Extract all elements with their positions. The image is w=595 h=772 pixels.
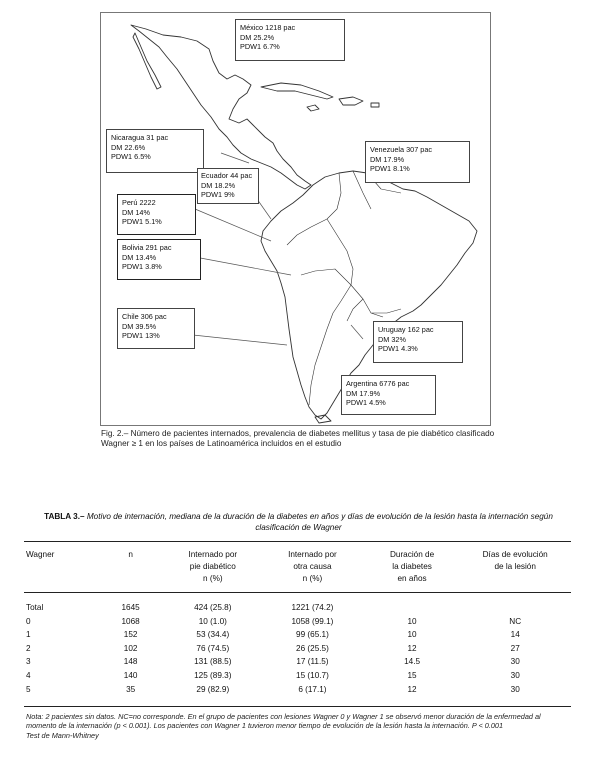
cell-wagner: 5 — [26, 684, 31, 694]
cell-n: 1645 — [121, 603, 140, 612]
col-header-dias: Días de evolución de la lesión — [482, 550, 548, 571]
jamaica-outline — [307, 105, 319, 111]
table-row — [24, 642, 571, 656]
callout-country: México 1218 pac — [240, 23, 296, 32]
callout-country: Nicaragua 31 pac — [111, 133, 169, 142]
col-header-pie: Internado por pie diabético n (%) — [188, 550, 238, 583]
cell-wagner: 3 — [26, 657, 31, 667]
callout-venezuela — [365, 141, 470, 183]
callout-pdw: PDW1 8.1% — [370, 164, 410, 174]
table-title-text: Motivo de internación, mediana de la duración de la diabetes en años y días de evolución de la lesión hasta la internación según clasificación de Wagner — [86, 512, 553, 532]
table-top-rule — [24, 541, 571, 542]
cell-pie: 125 (89.3) — [194, 670, 232, 680]
cell-duracion: 12 — [407, 643, 417, 653]
cell-dias: 30 — [510, 657, 520, 667]
cell-pie: 76 (74.5) — [196, 643, 230, 653]
callout-dm: DM 32% — [378, 334, 406, 344]
cell-pie: 131 (88.5) — [194, 657, 232, 667]
table-header-row — [24, 544, 571, 593]
cell-duracion — [365, 601, 460, 615]
callout-country: Bolivia 291 pac — [122, 243, 172, 252]
table-row — [24, 655, 571, 669]
callout-pdw: PDW1 6.7% — [240, 42, 280, 52]
cell-wagner: Total — [26, 603, 44, 612]
cell-otra: 1221 (74.2) — [291, 603, 334, 612]
cell-pie: 53 (34.4) — [196, 630, 230, 640]
cell-dias: 14 — [510, 630, 520, 640]
callout-dm: DM 25.2% — [240, 32, 275, 42]
callout-pdw: PDW1 3.8% — [122, 262, 162, 272]
callout-peru — [117, 194, 196, 235]
callout-nicaragua — [106, 129, 204, 173]
cell-otra: 99 (65.1) — [296, 630, 329, 640]
cell-duracion: 12 — [407, 684, 417, 694]
table-row — [24, 601, 571, 615]
table-row — [24, 669, 571, 683]
cell-duracion: 15 — [407, 670, 417, 680]
callout-dm: DM 22.6% — [111, 142, 146, 152]
cell-dias: 30 — [510, 670, 520, 680]
figure-caption: Fig. 2.– Número de pacientes internados, prevalencia de diabetes mellitus y tasa de pie diabético clasificado Wagner ≥ 1 en los países de Latinoamérica incluidos en el estudio — [101, 429, 495, 449]
cell-dias: NC — [509, 616, 522, 626]
cell-wagner: 0 — [26, 616, 31, 626]
callout-dm: DM 18.2% — [201, 180, 236, 190]
callout-pdw: PDW1 13% — [122, 331, 160, 341]
table-row — [24, 683, 571, 697]
cell-pie: 424 (25.8) — [194, 603, 232, 612]
callout-uruguay — [373, 321, 463, 363]
callout-dm: DM 14% — [122, 207, 150, 217]
callout-dm: DM 17.9% — [346, 388, 381, 398]
table-row — [24, 615, 571, 629]
callout-pdw: PDW1 5.1% — [122, 217, 162, 227]
cell-otra: 15 (10.7) — [296, 670, 329, 680]
callout-country: Argentina 6776 pac — [346, 379, 410, 388]
cell-pie: 10 (1.0) — [198, 616, 227, 626]
callout-ecuador — [197, 168, 259, 204]
map-figure — [100, 12, 491, 426]
callout-dm: DM 39.5% — [122, 321, 157, 331]
callout-chile — [117, 308, 195, 349]
callout-country: Uruguay 162 pac — [378, 325, 434, 334]
cell-dias: 30 — [510, 684, 520, 694]
col-header-duracion: Duración de la diabetes en años — [389, 550, 435, 583]
callout-country: Chile 306 pac — [122, 312, 167, 321]
table-label: TABLA 3.– — [44, 512, 85, 521]
col-header-wagner: Wagner — [26, 550, 55, 559]
col-header-otra: Internado por otra causa n (%) — [288, 550, 337, 583]
country-borders — [287, 171, 401, 405]
cell-n: 152 — [123, 630, 138, 640]
cell-pie: 29 (82.9) — [196, 684, 230, 694]
hispaniola-outline — [339, 97, 363, 105]
wagner-table — [24, 544, 571, 696]
callout-bolivia — [117, 239, 201, 280]
cell-n: 140 — [123, 670, 138, 680]
cuba-outline — [261, 83, 333, 99]
cell-dias: 27 — [510, 643, 520, 653]
table-title — [26, 511, 571, 533]
cell-dias — [459, 601, 571, 615]
table-row — [24, 628, 571, 642]
callout-pdw: PDW1 4.3% — [378, 344, 418, 354]
cell-otra: 6 (17.1) — [298, 684, 327, 694]
tierra-del-fuego-outline — [315, 415, 331, 423]
callout-argentina — [341, 375, 436, 415]
callout-country: Venezuela 307 pac — [370, 145, 433, 154]
table-test-note: Test de Mann-Whitney — [26, 730, 99, 740]
cell-n: 148 — [123, 657, 138, 667]
baja-california-outline — [133, 33, 161, 89]
callout-country: Perú 2222 — [122, 198, 156, 207]
cell-wagner: 2 — [26, 643, 31, 653]
callout-country: Ecuador 44 pac — [201, 171, 253, 180]
callout-dm: DM 17.9% — [370, 154, 405, 164]
callout-dm: DM 13.4% — [122, 252, 157, 262]
cell-duracion: 14.5 — [404, 657, 421, 667]
callout-pdw: PDW1 9% — [201, 190, 235, 200]
table-bottom-rule — [24, 706, 571, 707]
cell-duracion: 10 — [407, 616, 417, 626]
cell-otra: 17 (11.5) — [296, 657, 329, 667]
cell-wagner: 4 — [26, 670, 31, 680]
col-header-n: n — [128, 550, 133, 559]
cell-duracion: 10 — [407, 630, 417, 640]
cell-n: 1068 — [121, 616, 140, 626]
callout-pdw: PDW1 6.5% — [111, 152, 151, 162]
cell-otra: 1058 (99.1) — [291, 616, 334, 626]
callout-mexico — [235, 19, 345, 61]
cell-wagner: 1 — [26, 630, 31, 640]
puerto-rico-outline — [371, 103, 379, 107]
table-note: Nota: 2 pacientes sin datos. NC=no corresponde. En el grupo de pacientes con lesiones Wagner 0 y Wagner 1 se observó menor duración de la enfermedad al momento de la internación (p < 0.001). Los pacientes con Wagner 1 tuvieron menor tiempo de evolución de la lesión hasta la internación. P < 0.001 — [26, 712, 541, 731]
cell-n: 35 — [126, 684, 136, 694]
cell-n: 102 — [123, 643, 138, 653]
table-notes — [26, 712, 571, 740]
callout-pdw: PDW1 4.5% — [346, 398, 386, 408]
cell-otra: 26 (25.5) — [296, 643, 329, 653]
